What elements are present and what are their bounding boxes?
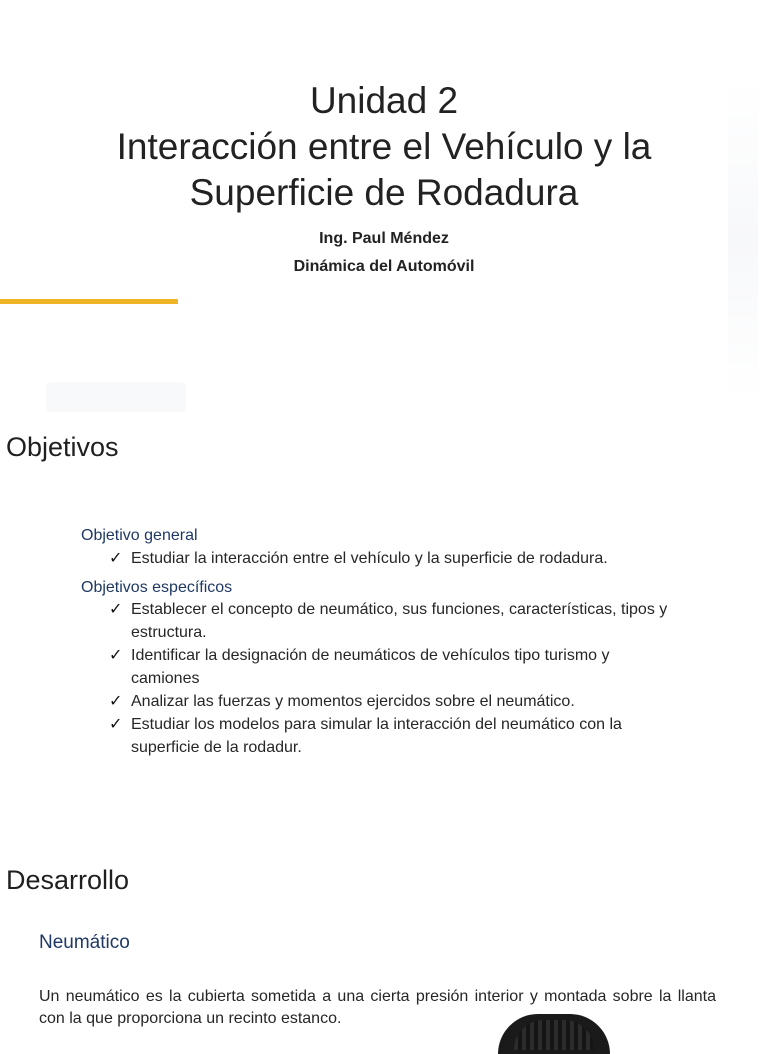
list-item-text: Establecer el concepto de neumático, sus funciones, características, tipos y estructura. [131, 601, 668, 641]
slide-title [40, 78, 728, 216]
author-name: Ing. Paul Méndez [319, 230, 449, 247]
list-item-text: Estudiar la interacción entre el vehículo y la superficie de rodadura. [131, 550, 608, 567]
title-line: Interacción entre el Vehículo y la [116, 126, 652, 167]
check-icon: ✓ [109, 693, 123, 710]
general-objective-title: Objetivo general [81, 527, 198, 544]
accent-bar [0, 299, 178, 304]
specific-objectives-list [109, 598, 679, 759]
title-line: Unidad 2 [309, 80, 459, 121]
title-slide [0, 0, 768, 400]
neumatico-paragraph: Un neumático es la cubierta sometida a una cierta presión interior y montada sobre la llanta con la que proporciona un recinto estanco. [39, 988, 716, 1027]
check-icon: ✓ [109, 550, 123, 567]
desarrollo-heading: Desarrollo [6, 865, 130, 895]
title-line: Superficie de Rodadura [189, 172, 579, 213]
course-name: Dinámica del Automóvil [293, 258, 475, 275]
objetivos-heading: Objetivos [6, 432, 119, 462]
faint-logo [46, 382, 186, 412]
check-icon: ✓ [109, 601, 123, 618]
list-item-text: Identificar la designación de neumáticos de vehículos tipo turismo y camiones [131, 647, 610, 687]
list-item [109, 598, 679, 644]
neumatico-title: Neumático [39, 932, 130, 953]
list-item-text: Estudiar los modelos para simular la interacción del neumático con la superficie de la rodadur. [131, 716, 622, 756]
check-icon: ✓ [109, 716, 123, 733]
list-item [109, 644, 679, 690]
list-item [109, 713, 679, 759]
list-item [109, 547, 679, 570]
check-icon: ✓ [109, 647, 123, 664]
general-objective-list [109, 547, 679, 570]
list-item [109, 690, 679, 713]
specific-objectives-title: Objetivos específicos [81, 579, 233, 596]
list-item-text: Analizar las fuerzas y momentos ejercidos sobre el neumático. [131, 693, 575, 710]
